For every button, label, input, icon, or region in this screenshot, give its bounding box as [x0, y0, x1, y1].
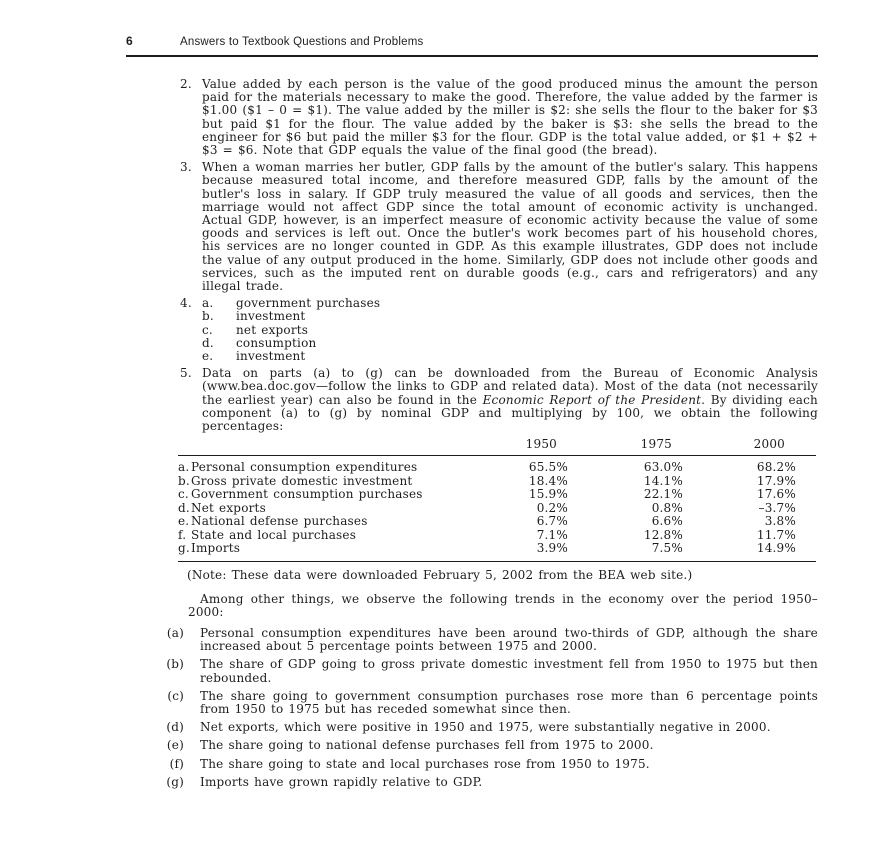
cell-value: 14.1%	[643, 473, 683, 488]
answer-item-4	[180, 297, 818, 363]
row-label: Personal consumption expenditures	[191, 460, 418, 475]
row-label: Gross private domestic investment	[191, 473, 413, 488]
cell-value: 17.9%	[756, 473, 796, 488]
row-label: Government consumption purchases	[191, 487, 423, 502]
row-letter: c.	[178, 487, 189, 502]
option-letter: e.	[202, 349, 214, 364]
trend-letter: (g)	[166, 774, 184, 789]
table-col-header-2000: 2000	[753, 437, 785, 452]
option-text: consumption	[236, 335, 317, 350]
row-label: State and local purchases	[191, 527, 357, 542]
item-number: 5.	[180, 366, 192, 381]
table-row	[178, 529, 796, 542]
cell-value: 11.7%	[756, 527, 796, 542]
cell-value: 12.8%	[643, 527, 683, 542]
cell-value: 17.6%	[756, 487, 796, 502]
trend-letter: (d)	[166, 720, 184, 735]
option-row	[202, 324, 818, 337]
cell-value: 3.8%	[764, 514, 796, 529]
option-letter: d.	[202, 335, 214, 350]
cell-value: 15.9%	[528, 487, 568, 502]
cell-value: 3.9%	[536, 540, 568, 555]
option-text: net exports	[236, 322, 309, 337]
item-text-part: . By dividing each component (a) to (g) by nominal GDP and multiplying by 100, we obtain the following percentages:	[202, 392, 818, 434]
row-letter: e.	[178, 514, 190, 529]
row-letter: a.	[178, 460, 190, 475]
cell-value: 68.2%	[756, 460, 796, 475]
trends-intro: Among other things, we observe the following trends in the economy over the period 1950–2000:	[188, 591, 818, 619]
trend-item	[150, 627, 818, 653]
item-text: When a woman marries her butler, GDP falls by the amount of the butler's salary. This happens because measured total income, and therefore measured GDP, falls by the amount of the butler's loss in salary. If GDP truly measured the value of all goods and services, then the marriage would not affect GDP since the total amount of economic activity is unchanged. Actual GDP, however, is an imperfect measure of economic activity because the value of some goods and services is left out. Once the butler's work becomes part of his household chores, his services are no longer counted in GDP. As this example illustrates, GDP does not include the value of any output produced in the home. Similarly, GDP does not include other goods and services, such as the imputed rent on durable goods (e.g., cars and refrigerators) and any illegal trade.	[202, 160, 818, 294]
option-letter: a.	[202, 296, 214, 311]
trend-text: Imports have grown rapidly relative to GDP.	[200, 774, 483, 789]
trend-item	[150, 739, 818, 752]
item-number: 4.	[180, 296, 192, 311]
cell-value: 0.2%	[536, 500, 568, 515]
gdp-components-table	[178, 438, 816, 562]
item-text	[202, 367, 818, 433]
running-header	[126, 35, 818, 57]
option-text: government purchases	[236, 296, 381, 311]
trend-item	[150, 721, 818, 734]
row-label: National defense purchases	[191, 514, 368, 529]
cell-value: 18.4%	[528, 473, 568, 488]
cell-value: 14.9%	[756, 540, 796, 555]
trend-letter: (a)	[166, 625, 184, 640]
trend-text: The share of GDP going to gross private domestic investment fell from 1950 to 1975 but then rebounded.	[200, 657, 818, 685]
table-header-row	[178, 438, 816, 456]
cell-value: 22.1%	[643, 487, 683, 502]
cell-value: 7.1%	[536, 527, 568, 542]
trend-text: Personal consumption expenditures have been around two-thirds of GDP, although the share increased about 5 percentage points between 1975 and 2000.	[200, 625, 818, 654]
option-row	[202, 310, 818, 323]
page-number: 6	[126, 34, 133, 48]
row-letter: g.	[178, 540, 190, 555]
trend-item	[150, 758, 818, 771]
row-letter: d.	[178, 500, 190, 515]
answer-item-5	[180, 367, 818, 433]
trend-item	[150, 658, 818, 684]
italic-book-title: Economic Report of the President	[482, 392, 702, 407]
running-header-title: Answers to Textbook Questions and Problems	[180, 36, 424, 48]
table-header-spacer	[178, 438, 468, 451]
answer-item-3	[180, 161, 818, 293]
table-body	[178, 456, 816, 562]
item-option-list	[202, 297, 818, 363]
table-row	[178, 475, 796, 488]
table-row	[178, 502, 796, 515]
item-text: Value added by each person is the value of the good produced minus the amount the person paid for the materials necessary to make the good. Therefore, the value added by the farmer is $1.00 ($1 – 0 = $1). The value added by the miller is $2: she sells the flour to the baker for $3 but paid $1 for the flour. The value added by the baker is $3: she sells the bread to the engineer for $6 but paid the miller $3 for the flour. GDP is the total value added, or $1 + $2 + $3 = $6. Note that GDP equals the value of the final good (the bread).	[202, 77, 818, 158]
row-label: Net exports	[191, 500, 266, 515]
cell-value: 6.7%	[536, 514, 568, 529]
cell-value: 65.5%	[528, 460, 568, 475]
item-number: 2.	[180, 77, 192, 91]
page-body	[150, 78, 818, 789]
trend-letter: (e)	[166, 738, 184, 753]
table-note: (Note: These data were downloaded February 5, 2002 from the BEA web site.)	[187, 568, 693, 583]
item-number: 3.	[180, 160, 192, 175]
option-text: investment	[236, 349, 306, 364]
trend-letter: (c)	[167, 688, 184, 703]
trend-letter: (f)	[169, 756, 184, 771]
trend-text: The share going to government consumption purchases rose more than 6 percentage points from 1950 to 1975 but has receded somewhat since then.	[200, 688, 818, 716]
option-letter: b.	[202, 309, 214, 324]
cell-value: 7.5%	[651, 540, 683, 555]
trend-text: The share going to national defense purchases fell from 1975 to 2000.	[200, 738, 654, 753]
item-text-part: Data on parts (a) to (g) can be downloaded from the Bureau of Economic Analysis (www.bea.doc.gov—follow the links to GDP and related data). Most of the data (not necessarily the earliest year) can also be found in the	[202, 366, 818, 407]
trend-text: Net exports, which were positive in 1950 and 1975, were substantially negative in 2000.	[200, 720, 771, 735]
table-row	[178, 515, 796, 528]
row-letter: b.	[178, 473, 190, 488]
table-row	[178, 461, 796, 474]
cell-value: 63.0%	[643, 460, 683, 475]
row-letter: f.	[178, 527, 187, 542]
option-letter: c.	[202, 322, 213, 337]
trend-text: The share going to state and local purchases rose from 1950 to 1975.	[200, 756, 650, 771]
row-label: Imports	[191, 540, 241, 555]
option-text: investment	[236, 309, 306, 324]
cell-value: 0.8%	[651, 500, 683, 515]
trend-item	[150, 690, 818, 716]
cell-value: 6.6%	[651, 514, 683, 529]
option-row	[202, 350, 818, 363]
table-row	[178, 542, 796, 555]
cell-value: –3.7%	[758, 500, 796, 515]
table-row	[178, 488, 796, 501]
table-col-header-1975: 1975	[640, 437, 672, 452]
trend-item	[150, 776, 818, 789]
table-col-header-1950: 1950	[525, 437, 557, 452]
answer-item-2	[180, 78, 818, 157]
trend-letter: (b)	[166, 657, 184, 672]
